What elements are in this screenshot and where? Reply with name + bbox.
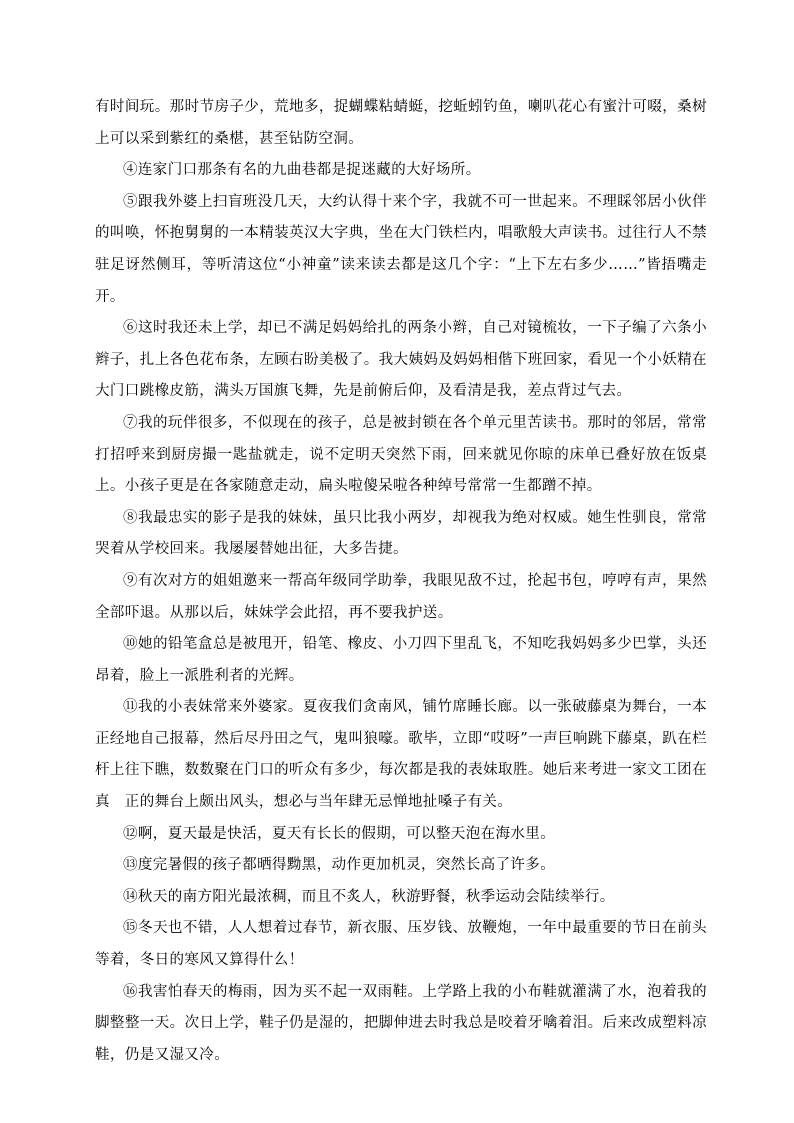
essay-body <box>95 92 707 1071</box>
paragraph-9: ⑨有次对方的姐姐邀来一帮高年级同学助拳，我眼见敌不过，抡起书包，哼哼有声，果然全部吓退。从那以后，妹妹学会此招，再不要我护送。 <box>95 572 707 621</box>
paragraph-15: ⑮冬天也不错，人人想着过春节，新衣服、压岁钱、放鞭炮，一年中最重要的节日在前头等着，冬日的寒风又算得什么！ <box>95 920 707 969</box>
paragraph-11: ⑪我的小表妹常来外婆家。夏夜我们贪南风，铺竹席睡长廊。以一张破藤桌为舞台，一本正经地自己报幕，然后尽丹田之气，鬼叫狼嚎。歌毕，立即“哎呀”一声巨响跳下藤桌，趴在栏杆上往下瞧，数数聚在门口的听众有多少，每次都是我的表妹取胜。她后来考进一家文工团在真 正的舞台上颇出风头，想必与当年肆无忌惮地扯嗓子有关。 <box>95 699 707 811</box>
paragraph-14: ⑭秋天的南方阳光最浓稠，而且不炙人，秋游野餐，秋季运动会陆续举行。 <box>123 888 615 905</box>
paragraph-continued: 有时间玩。那时节房子少，荒地多，捉蝴蝶粘蜻蜓，挖蚯蚓钓鱼，喇叭花心有蜜汁可啜，桑树上可以采到紫红的桑椹，甚至钻防空洞。 <box>95 99 707 147</box>
paragraph-10: ⑩她的铅笔盒总是被甩开，铅笔、橡皮、小刀四下里乱飞，不知吃我妈妈多少巴掌，头还昂着，脸上一派胜利者的光辉。 <box>95 636 707 684</box>
paragraph-6: ⑥这时我还未上学，却已不满足妈妈给扎的两条小辫，自己对镜梳妆，一下子编了六条小辫子，扎上各色花布条，左顾右盼美极了。我大姨妈及妈妈相偕下班回家，看见一个小妖精在大门口跳橡皮筋，满头万国旗飞舞，先是前俯后仰，及看清是我，差点背过气去。 <box>95 320 707 400</box>
paragraph-4: ④连家门口那条有名的九曲巷都是捉迷藏的大好场所。 <box>123 162 481 179</box>
paragraph-7: ⑦我的玩伴很多，不似现在的孩子，总是被封锁在各个单元里苦读书。那时的邻居，常常打招呼来到厨房撮一匙盐就走，说不定明天突然下雨，回来就见你晾的床单已叠好放在饭桌上。小孩子更是在各家随意走动，扁头啦傻呆啦各种绰号常常一生都蹭不掉。 <box>95 414 707 495</box>
paragraph-13: ⑬度完暑假的孩子都晒得黝黑，动作更加机灵，突然长高了许多。 <box>123 857 556 874</box>
paragraph-16: ⑯我害怕春天的梅雨，因为买不起一双雨鞋。上学路上我的小布鞋就灌满了水，泡着我的脚整整一天。次日上学，鞋子仍是湿的，把脚伸进去时我总是咬着牙噙着泪。后来改成塑料凉鞋，仍是又湿又冷。 <box>95 983 707 1063</box>
paragraph-12: ⑫啊，夏天最是快活，夏天有长长的假期，可以整天泡在海水里。 <box>123 825 556 842</box>
paragraph-5: ⑤跟我外婆上扫盲班没几天，大约认得十来个字，我就不可一世起来。不理睬邻居小伙伴的叫唤，怀抱舅舅的一本精装英汉大字典，坐在大门铁栏内，唱歌般大声读书。过往行人不禁驻足讶然侧耳，等听清这位“小神童”读来读去都是这几个字：“上下左右多少……”皆捂嘴走开。 <box>95 193 707 305</box>
paragraph-8: ⑧我最忠实的影子是我的妹妹，虽只比我小两岁，却视我为绝对权威。她生性驯良，常常哭着从学校回来。我屡屡替她出征，大多告捷。 <box>95 509 707 558</box>
